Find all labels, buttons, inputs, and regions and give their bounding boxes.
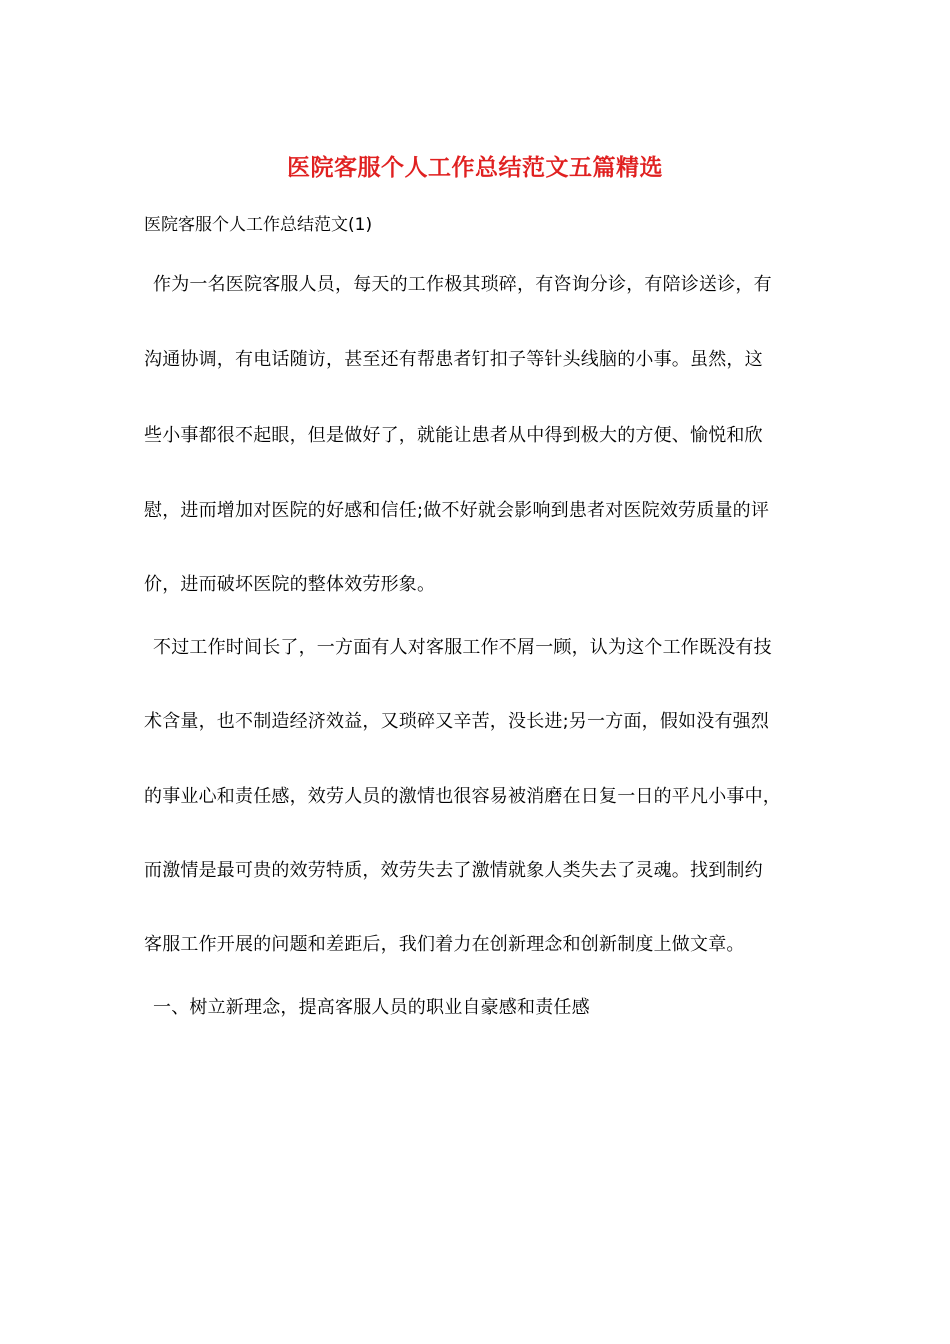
paragraph-line: 术含量，也不制造经济效益，又琐碎又辛苦，没长进;另一方面，假如没有强烈 (144, 711, 770, 732)
section-heading: 一、树立新理念，提高客服人员的职业自豪感和责任感 (153, 997, 590, 1018)
document-title: 医院客服个人工作总结范文五篇精选 (287, 154, 663, 181)
paragraph-line: 的事业心和责任感，效劳人员的激情也很容易被消磨在日复一日的平凡小事中， (144, 786, 781, 807)
paragraph-line: 作为一名医院客服人员，每天的工作极其琐碎，有咨询分诊，有陪诊送诊，有 (153, 274, 772, 295)
paragraph-line: 价，进而破坏医院的整体效劳形象。 (144, 574, 436, 595)
paragraph-line: 不过工作时间长了，一方面有人对客服工作不屑一顾，认为这个工作既没有技 (153, 637, 772, 658)
paragraph-line: 慰，进而增加对医院的好感和信任;做不好就会影响到患者对医院效劳质量的评 (144, 500, 770, 521)
paragraph-line: 而激情是最可贵的效劳特质，效劳失去了激情就象人类失去了灵魂。找到制约 (144, 860, 763, 881)
document-subtitle: 医院客服个人工作总结范文(1) (144, 215, 373, 235)
paragraph-line: 沟通协调，有电话随访，甚至还有帮患者钉扣子等针头线脑的小事。虽然，这 (144, 349, 763, 370)
paragraph-line: 客服工作开展的问题和差距后，我们着力在创新理念和创新制度上做文章。 (144, 934, 745, 955)
paragraph-line: 些小事都很不起眼，但是做好了，就能让患者从中得到极大的方便、愉悦和欣 (144, 425, 763, 446)
